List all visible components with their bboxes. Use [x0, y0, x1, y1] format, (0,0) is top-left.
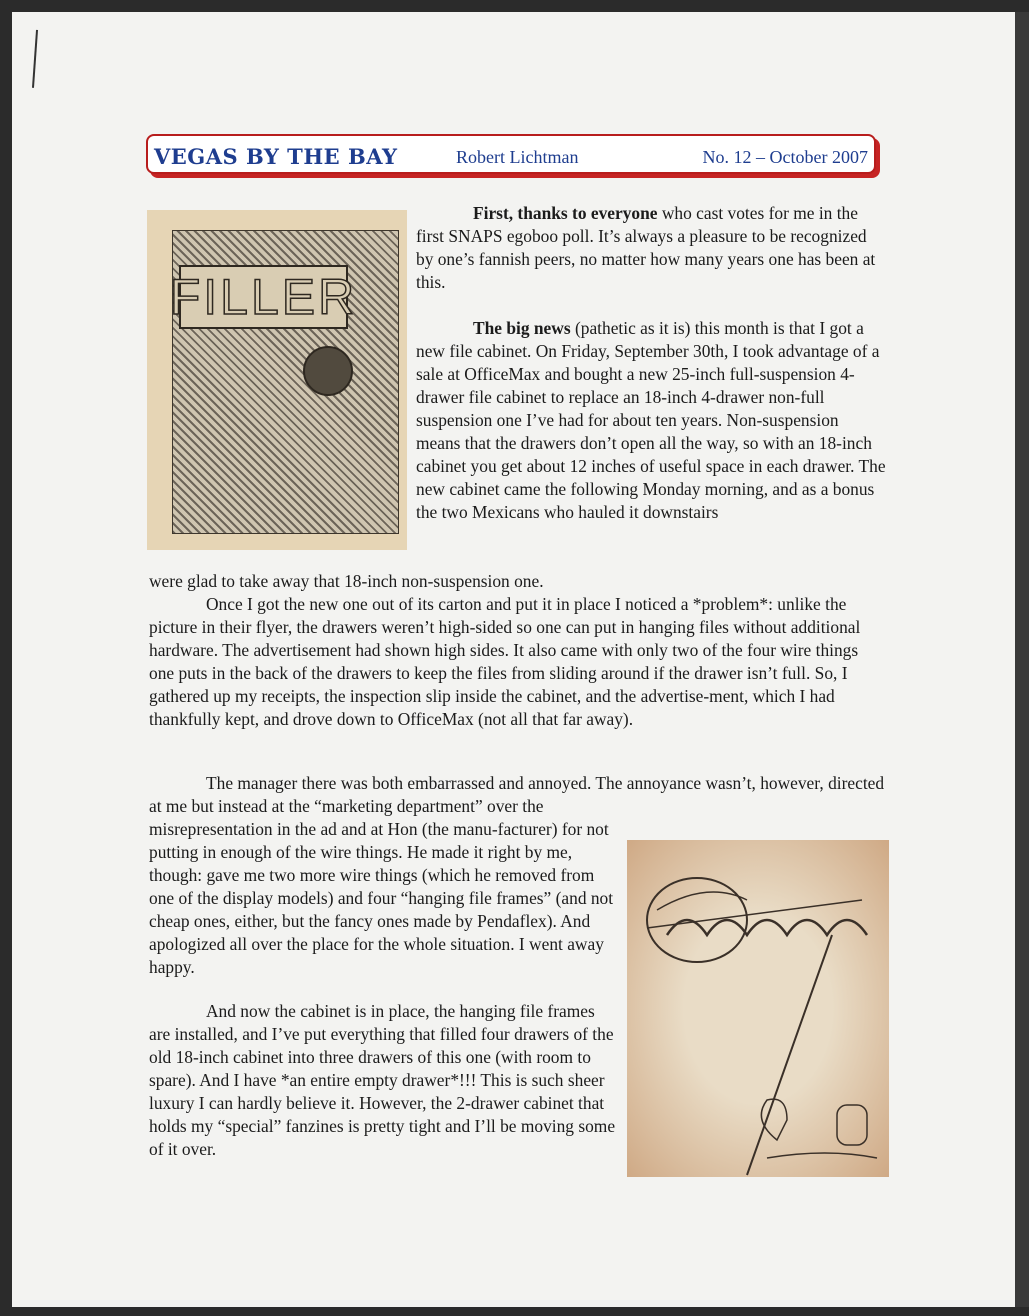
cover-artwork — [169, 230, 399, 534]
masthead — [146, 134, 876, 174]
page-edge — [1015, 12, 1029, 1307]
paragraph-manager-continued — [149, 818, 619, 979]
paragraph-lead: First, thanks to everyone — [473, 203, 658, 223]
paragraph-text: who cast votes for me in the first SNAPS egoboo poll. It’s always a pleasure to be recognized by one’s fannish peers, no matter how many years one has been at this. — [416, 203, 876, 292]
cover-circle-ornament — [303, 346, 353, 396]
paragraph-text: misrepresentation in the ad and at Hon (the manu-facturer) for not putting in enough of the wire things. He made it right by me, though: gave me two more wire things (which he removed from one of the display models) and four “hanging file frames” (and not cheap ones, either, but the fancy ones made by Pendaflex). And apologized all over the place for the whole situation. I went away happy. — [149, 819, 614, 977]
paragraph-big-news — [416, 317, 886, 524]
paragraph-text: Once I got the new one out of its carton and put it in place I noticed a *problem*: unlike the picture in their flyer, the drawers weren’t high-sided so one can put in hanging files without additional hardware. The advertisement had shown high sides. It also came with only two of the four wire things one puts in the back of the drawers to keep the files from sliding around if the drawer isn’t full. So, I gathered up my receipts, the inspection slip inside the cabinet, and the advertise-ment, which I had thankfully kept, and drove down to OfficeMax (not all that far away). — [149, 594, 861, 729]
paragraph-text: (pathetic as it is) this month is that I got a new file cabinet. On Friday, September 30th, I took advantage of a sale at OfficeMax and bought a new 25-inch full-suspension 4-drawer file cabinet to replace an 18-inch 4-drawer non-full suspension one I’ve had for about ten years. Non-suspension means that the drawers don’t open all the way, so with an 18-inch cabinet you get about 12 inches of useful space in each drawer. The new cabinet came the following Monday morning, and as a bonus the two Mexicans who hauled it downstairs — [416, 318, 886, 522]
paragraph-problem — [149, 593, 887, 731]
paragraph-text: The manager there was both embarrassed and annoyed. The annoyance wasn’t, however, directed at me but instead at the “marketing department” over the — [149, 773, 885, 816]
zine-title: VEGAS BY THE BAY — [154, 144, 398, 169]
cover-title-box — [169, 265, 358, 329]
paragraph-thanks — [416, 202, 886, 294]
paragraph-text: were glad to take away that 18-inch non-suspension one. — [149, 571, 544, 591]
issue-number: No. 12 – October 2007 — [702, 147, 868, 167]
paragraph-text: And now the cabinet is in place, the hanging file frames are installed, and I’ve put everything that filled four drawers of the old 18-inch cabinet into three drawers of this one (with room to spare). And I have *an entire empty drawer*!!! This is such sheer luxury I can hardly believe it. However, the 2-drawer cabinet that holds my “special” fanzines is pretty tight and I’ll be moving some of it over. — [149, 1001, 616, 1159]
paragraph-cabinet-in-place — [149, 1000, 619, 1161]
paragraph-big-news-tail — [149, 570, 887, 593]
author-name: Robert Lichtman — [456, 147, 579, 167]
paragraph-manager — [149, 772, 887, 818]
cover-title: FILLER — [169, 269, 358, 325]
fanzine-cover-image — [627, 840, 889, 1177]
paragraph-lead: The big news — [473, 318, 571, 338]
filler-cover-image — [147, 210, 407, 550]
cover-drawing — [627, 840, 889, 1177]
